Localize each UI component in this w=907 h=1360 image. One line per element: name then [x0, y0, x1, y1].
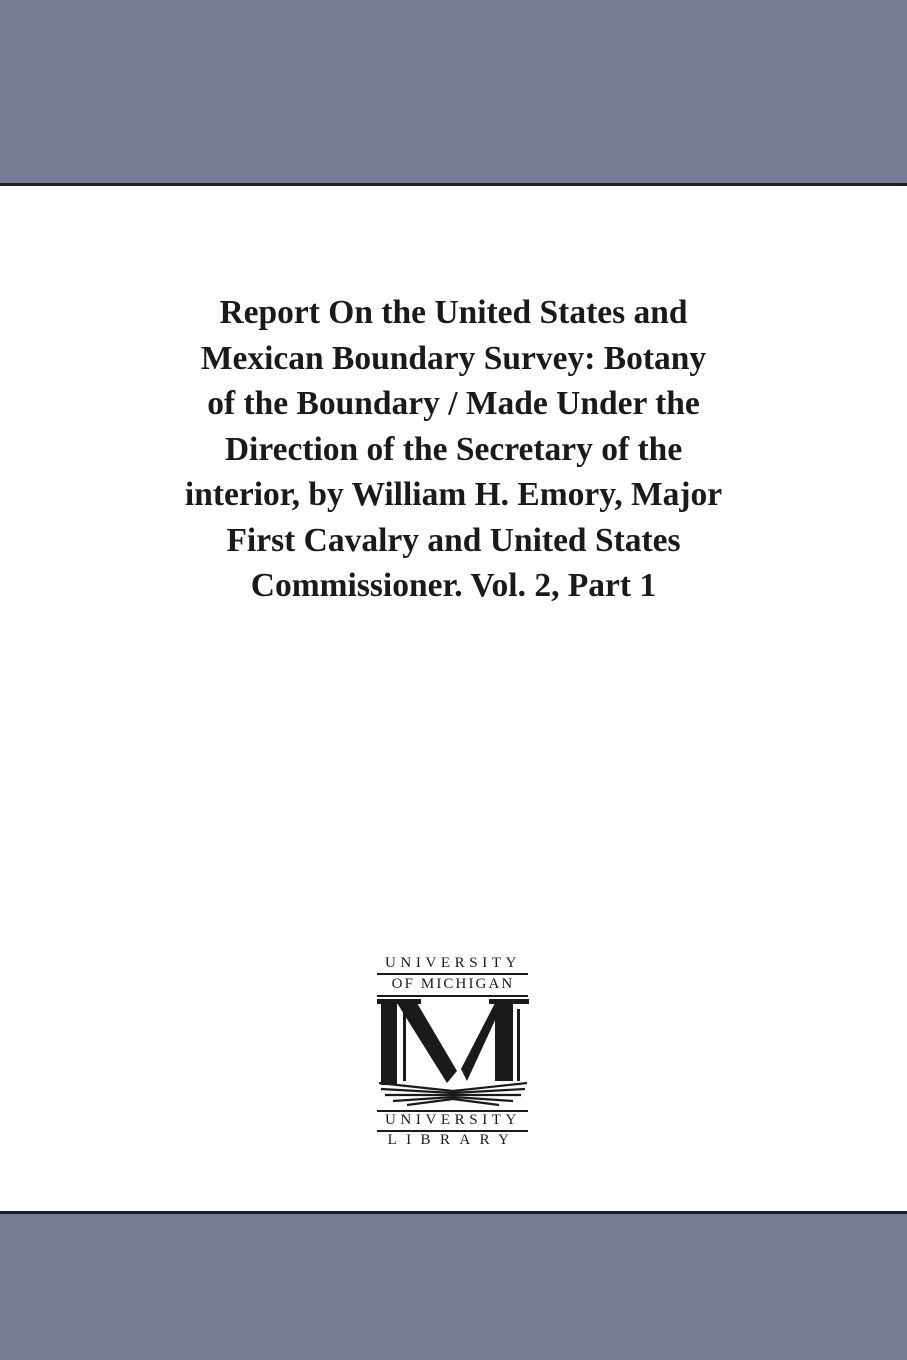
bottom-color-band [0, 1214, 907, 1360]
title-line: First Cavalry and United States [226, 521, 681, 559]
m-emblem-icon [377, 999, 529, 1107]
title-line: of the Boundary / Made Under the [207, 385, 700, 422]
logo-text-of-michigan: OF MICHIGAN [391, 976, 515, 992]
logo-text-library: LIBRARY [387, 1132, 519, 1148]
logo-rule [377, 995, 528, 997]
title-line: Direction of the Secretary of the [224, 430, 683, 468]
logo-text-university: UNIVERSITY [385, 955, 521, 971]
university-library-logo [377, 955, 529, 1195]
logo-text-university-bottom: UNIVERSITY [385, 1112, 521, 1128]
logo-rule [377, 973, 528, 975]
book-title [110, 290, 797, 609]
title-line: Report On the United States and [219, 294, 688, 331]
title-line: Mexican Boundary Survey: Botany [200, 339, 707, 377]
title-line: interior, by William H. Emory, Major [184, 476, 723, 513]
top-divider-rule [0, 183, 907, 186]
title-line: Commissioner. Vol. 2, Part 1 [250, 567, 657, 604]
top-color-band [0, 0, 907, 183]
